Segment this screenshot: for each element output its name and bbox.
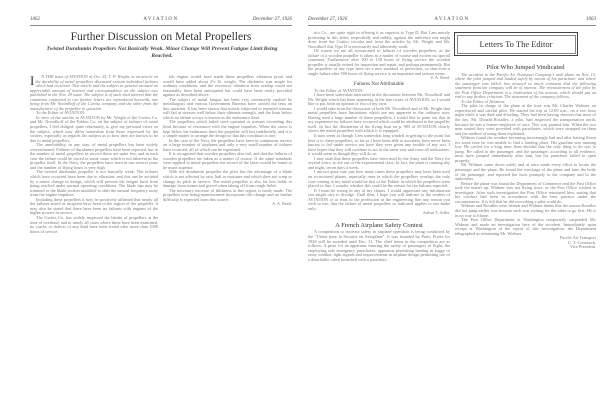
paragraph-list — [308, 230, 450, 262]
paragraph: The unreliability, in any way, of metal propellers has been widely overestimated. Failures of duralumin propellers have been reported, but in the number of metal propellers in service these are quite few, and in each case the failure could be traced to some cause which is not inherent in the propeller itself. In the Navy, the propellers have been in use several years and the number of flying hours is very high. — [30, 142, 158, 170]
paragraph: Mr. Widmer came down safely and at once made every effort to locate the passenger and the plane. He found the wreckage of the plane and later the body of the passenger, and reported the facts promptly to the company and to the authorities. — [455, 162, 596, 182]
paragraph: In view of the articles in AVIATION by Mr. Wright of the Curtiss Co. and Mr. Noordhoff of the Fokker Co. on the subject of failures of metal propellers, I feel obliged, quite reluctantly, to give my personal views on the subject, which may differ somewhat from those expressed by the writers, especially as regards the subject as to how they are known to be due to metal propellers. — [30, 114, 158, 143]
paragraph: Arthur T. Adler. — [422, 210, 450, 216]
heading-failures: Failures Not Attributable — [354, 82, 404, 88]
paragraph: C. T. Comstock, — [568, 239, 596, 245]
paragraph: The necessary increase of thickness in this region is easily made. The propellers now being manufactured incorporate this change and no further difficulty is expected from this source. — [163, 187, 292, 202]
paragraph: The Curtiss Co. has widely inspected the blades of propellers at the time of overhaul, and in nearly all cases where these have been examined, no cracks or defects of any kind have been found after more than 1000 hours of service. — [30, 214, 158, 234]
paragraph: The accident to the Pacific Air Transport Company's mail plane on Nov. 15, where the pilot jumped and landed safely by means of his parachute, and where the passenger was killed, has aroused so much comment that the following statement from the company will be of interest. The reinstatement of the pilot by the Post Office Department is a vindication of his actions, which should put an end to any further criticism. The statement of the company follows. — [455, 71, 596, 100]
drop-cap: I — [30, 75, 35, 88]
divider — [359, 219, 399, 220]
paragraph-list — [455, 73, 596, 250]
paragraph: If I must be wrong in any of my claims, I would appreciate any information you might care to divulge. Until then, I hope you will indicate to the readers of AVIATION or at least to the profession in the engineering line any reason you wish to use, that the failure of metal propellers so indicated applies to one make only. — [308, 187, 450, 211]
paragraph: Vice President. — [570, 244, 596, 250]
page-number: 1063 — [586, 17, 596, 22]
magazine-name: AVIATION — [434, 17, 470, 22]
issue-date: December 27, 1926 — [252, 17, 292, 22]
paragraph: S. A. Reed. — [272, 201, 292, 207]
paragraph: A competition to increase safety in airplane operation is being conducted by the "Union pour la Securite en Aeroplane". It was founded by Paris. Prizes for 1926 will be awarded until Dec. 31. The chief items in the competition are as follows: A prize for an apparatus insuring the safety of passengers in flight, the employing safe emergency parachutes, apparatus permitting landing in foggy or rainy weather, light signals and improvements in airplane design permitting use of a detachable cabin furnished with a parachute. — [308, 229, 450, 262]
paragraph: Including these propellers it may be positively affirmed that nearly all the failures noted or incipient have been in the region of the propeller. It may also be stated that there have been no failures with engines of the higher powers in service. — [30, 196, 158, 216]
letters-column-1 — [308, 31, 450, 413]
paragraph: S. A. Reed. — [430, 75, 450, 81]
paragraph: Of course we are all accustomed to failures of wooden propellers, as the failure of a wooden propeller is taken as a matter of course and excites no special comment. Furthermore after 100 to 150 hours of flying service the wooden propeller is usually retired for inspection and repair, and perhaps permanently. But the propellers of any type have set a new standard of perfection, so that even a single failure after 500 hours of flying service is an important and serious event. — [308, 48, 450, 76]
paragraph: Widmer and Rosalles were friends and Widmer thinks that the reason Rosalles did not jump earlier was because each was waiting for the other to go first. He is in no way to blame. — [455, 203, 596, 218]
running-header — [308, 17, 596, 26]
paragraph-list — [163, 75, 292, 207]
article-title: Further Discussion on Metal Propellers — [70, 31, 252, 43]
paragraph: The propellers which failed were operated at stresses exceeding this limit because of resonance with the engine impulses. When the stress is kept below the endurance limit the propeller will last indefinitely, and it is a simple matter to arrange the design so that this condition is met. — [163, 119, 292, 139]
paragraph: tub engine would have made these propellers vibration proof and would have added about 2½ lb. weight. The thickness was ample for ordinary conditions, and the excessive vibration from overlap could not reasonably have been anticipated but could have been easily provided against as described above. — [163, 75, 292, 98]
paragraph: The pilot in charge of the plane at the time was Mr. Charles Widmer, an experienced and careful pilot. He started his trip at 12:00 a.m., on a two hour night while it was dark and drizzling. They had been having showers that most of the day. Mr. Donald Rosalles, a pilot, had inspected the transportation north, because he was a former employee of ours. This was granted him. When the two men started they were provided with parachutes, which were strapped on them and the method of using them explained. — [455, 103, 596, 136]
paragraph: In the case of the Navy the propellers have been in continuous service on a large number of airplanes and only a very small number of failures have occurred, all of which can be explained. — [163, 137, 292, 152]
article-column-2 — [163, 75, 292, 413]
paragraph: N THE issue of AVIATION of Oct. 25, T. P. Wright, in an article on the durability of metal propellers discussed certain individual failures which had occurred. This article and the subject in general aroused an appreciable amount of interest and correspondence on the subject was published in the Nov. 29 issue. The subject is of such vital interest that the comments contained in two further letters are reproduced herewith, one being from Mr. Noordhoff of the Curtiss company and the other from the manufacturer of the propeller in question. — [30, 75, 158, 111]
article-subtitle: Twisted Duralumin Propellers Not Basically Weak. Minor Change Will Prevent Fatigue Limit Being Reached. — [46, 46, 278, 59]
letters-column-2 — [455, 62, 596, 412]
letters-to-editor-banner: Letters To The Editor — [454, 32, 578, 56]
paragraph: Pacific Air Transport — [559, 235, 596, 241]
paragraph: The Post Office Department at Washington temporarily suspended Mr. Widmer and made an investigation here of the accident. Immediately upon receipt at Washington of the report of this investigation, the Department telegraphed us reinstating Mr. Widmer. — [455, 217, 596, 236]
article-column-1 — [30, 75, 158, 413]
paragraph: The twisted duralumin propeller is not basically weak. The failures which have occurred have been due to vibration, and this can be avoided by a minor change in design, which will prevent the fatigue limit from being reached under normal operating conditions. The blade tips may be trimmed or the blade section modified to shift the natural frequency away from the engine impulses. — [30, 169, 158, 198]
heading-pilot-vindicated: Pilot Who Jumped Vindicated — [486, 64, 565, 71]
paragraph: tics Co., are quite right in offering it as superior to Type D. But I am merely protesting in this letter, respectfully and mildly, against the inference one might draw from the Curtiss circular and from the articles by Mr. Wright and Mr. Noordhoff that Type D is necessarily and inherently weak. — [308, 31, 450, 49]
right-page — [304, 0, 602, 420]
paragraph: To the Editor of Aviation: — [461, 98, 506, 104]
paragraph: It is recognized that wooden propellers also fail, and that the failures of wooden propellers are taken as a matter of course. If the same standards were applied to metal propellers the record of the latter would be found to be much superior. — [163, 151, 292, 170]
heading-french-contest: A French Airplane Safety Contest — [335, 221, 423, 229]
paragraph: I would take from the discussion of both Mr. Noordhoff and of Mr. Wright that metal propellers have limitations which are not apparent to the ordinary user. Having used a large number of these propellers, I would like to point out that in my experience no failures have occurred which could be attributed to the propeller itself. In fact the illustration of the flying boat on p. 985 of AVIATION clearly shows the metal propellers with which it is equipped. — [308, 105, 450, 134]
paragraph: I am not quite sure just how many times these propellers may have been used on tri-motored planes, especially ones in which the propellers overlap; the only case coming to my mind would be that of the Fokker in which the propellers were placed in line. I wonder whether this could be the reason for the failures reported. — [308, 169, 450, 189]
paragraph: Before the plane was found the Department of Commerce and the Post Office took the matter up. Widmer was not flying since, as the Post Office wished to investigate. After such investigation the Post Office reinstated him, stating that his conduct had been in accordance with the best practice under the circumstances. It is felt that he did everything a pilot could do. — [455, 180, 596, 204]
left-page — [0, 0, 298, 420]
paragraph: I may state that these propellers have been used by the Army and the Navy for several years, so are out of the experimental class. In fact, the plant is running day and night, seven days a week. — [308, 155, 450, 170]
paragraph: To the Editor of AVIATION: — [314, 87, 364, 93]
page-number: 1062 — [30, 17, 40, 22]
paragraph: To the Editor of AVIATION: — [36, 110, 86, 116]
paragraph: It may seem as though I am somewhat long winded in getting to the point but here it is; these propellers, so far as I have been able to ascertain, have never been known to fail under service nor have they ever given any trouble of any sort. I have hopes that they will continue to act in the same way and from all indications, it would seem as though they will do so. — [308, 133, 450, 157]
paragraph: With the duralumin propeller the pilot has the advantage of a blade which is not affected by rain, hail or moisture and which does not warp or change its pitch in service. The metal propeller is also far less liable to damage from stones and gravel when taking off from rough fields. — [163, 169, 292, 189]
paragraph: The subject of metal fatigue has been very extensively studied by metallurgists and various Government Bureaus have carried out tests on this question. It has been shown that metals subjected to repeated stresses will fail at stresses well below their ultimate strength, and the limit below which no failure occurs is known as the endurance limit. — [163, 96, 292, 120]
paragraph-list — [30, 75, 158, 234]
issue-date: December 27, 1926 — [308, 17, 348, 22]
paragraph: I have been somewhat interested in the discussion between Mr. Noordhoff and Mr. Wright which has been appearing in the late issues of AVIATION, so I would like to put forth an opinion or two of my own. — [308, 92, 450, 107]
paragraph-list — [308, 89, 450, 216]
magazine-name: AVIATION — [143, 17, 179, 22]
paragraph: Widmer found the weather becoming increasingly bad and after having flown for some time he was unable to find a landing place. His gasoline was running low. He circled for a long time, then decided that the only thing to do was to jump. He called to the passenger, and the passenger, according to all evidence, must have jumped immediately after him, but his parachute failed to open properly. — [455, 135, 596, 163]
paragraph-list — [308, 31, 450, 81]
running-header — [30, 17, 292, 26]
